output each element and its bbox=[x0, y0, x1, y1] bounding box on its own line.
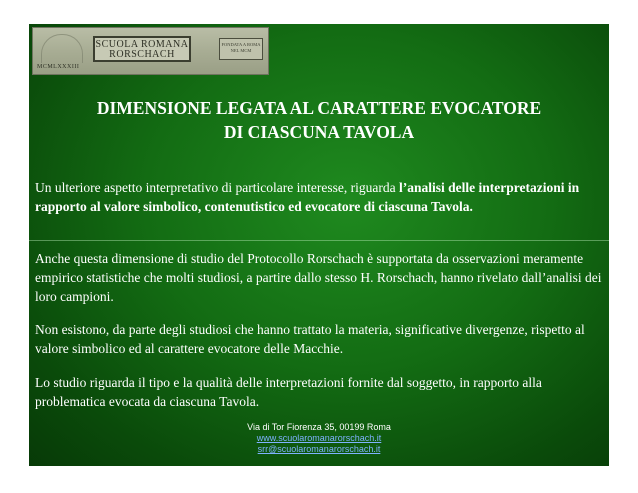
paragraph-1-text: Un ulteriore aspetto interpretativo di particolare interesse, riguarda bbox=[35, 180, 399, 195]
paragraph-1-bold: l’analisi delle interpretazioni in rapporto al valore simbolico, contenutistico ed evocatore di ciascuna Tavola. bbox=[35, 180, 580, 214]
logo-plaque bbox=[93, 36, 191, 62]
email-link[interactable]: srr@scuolaromanarorschach.it bbox=[257, 444, 381, 454]
title-line1: DIMENSIONE LEGATA AL CARATTERE EVOCATORE bbox=[96, 98, 542, 118]
footer bbox=[29, 422, 609, 455]
paragraph-1 bbox=[35, 178, 605, 216]
arch-ornament bbox=[41, 34, 83, 63]
title-line2: DI CIASCUNA TAVOLA bbox=[223, 122, 415, 142]
logo-sign-line2: NEL MCM bbox=[230, 48, 252, 53]
logo-name-line1: SCUOLA ROMANA bbox=[95, 39, 189, 50]
logo-name-line2: RORSCHACH bbox=[109, 49, 175, 60]
paragraph-4: Lo studio riguarda il tipo e la qualità delle interpretazioni fornite dal soggetto, in rapporto alla problematica evocata da ciascuna Tavola. bbox=[35, 375, 542, 409]
paragraph-2: Anche questa dimensione di studio del Protocollo Rorschach è supportata da osservazioni meramente empirico statistiche che molti studiosi, a partire dallo stesso H. Rorschach, hanno rivelato dall’analisi dei loro campioni. bbox=[35, 251, 602, 304]
slide bbox=[29, 24, 609, 466]
website-link[interactable]: www.scuolaromanarorschach.it bbox=[256, 433, 382, 443]
slide-title bbox=[29, 96, 609, 144]
paragraph-3: Non esistono, da parte degli studiosi che hanno trattato la materia, significative divergenze, rispetto al valore simbolico ed al carattere evocatore delle Macchie. bbox=[35, 322, 585, 356]
divider bbox=[29, 240, 609, 241]
logo-sign-line1: FONDATA A ROMA bbox=[221, 42, 261, 47]
school-logo-banner bbox=[32, 27, 269, 75]
logo-year: MCMLXXXIII bbox=[37, 64, 80, 70]
footer-address: Via di Tor Fiorenza 35, 00199 Roma bbox=[247, 422, 391, 432]
logo-sign bbox=[219, 38, 263, 60]
